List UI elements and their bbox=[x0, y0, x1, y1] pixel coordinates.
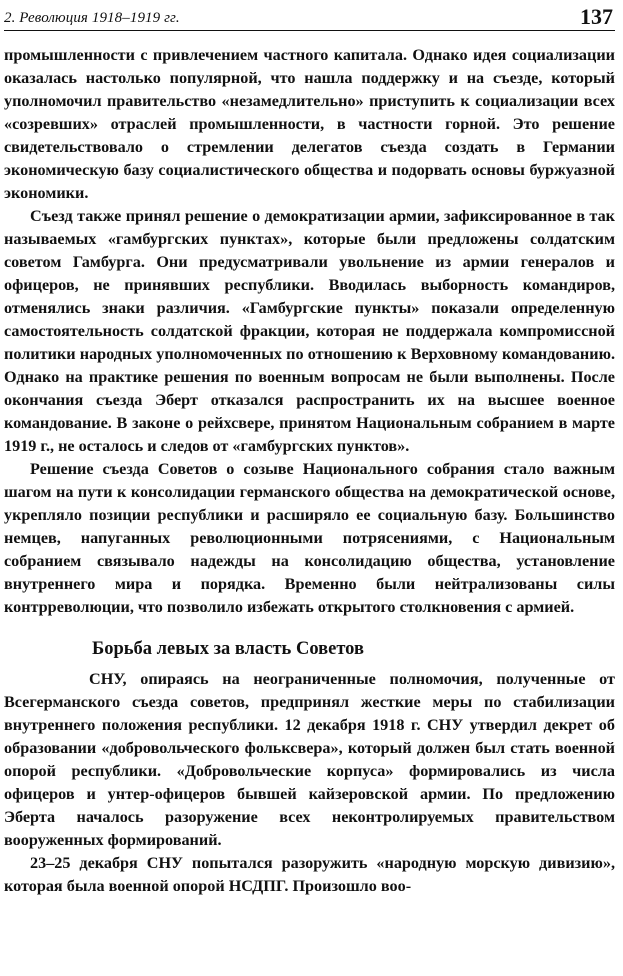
section-heading: Борьба левых за власть Советов bbox=[92, 639, 364, 659]
running-head bbox=[4, 4, 615, 31]
paragraph: 23–25 декабря СНУ попытался разоружить «народную морскую дивизию», которая была военной опорой НСДПГ. Произошло воо- bbox=[4, 854, 615, 895]
body-text bbox=[4, 44, 615, 898]
running-title: 2. Революция 1918–1919 гг. bbox=[4, 10, 180, 26]
paragraph: СНУ, опираясь на неограниченные полномочия, полученные от Всегерманского съезда советов, предпринял жесткие меры по стабилизации внутреннего положения республики. 12 декабря 1918 г. СНУ утвердил декрет об образовании «добровольческого фольксвера», который должен был стать военной опорой республики. «Добровольческие корпуса» формировались из числа офицеров и унтер-офицеров бывшей кайзеровской армии. По предложению Эберта началось разоружение всех неконтролируемых правительством вооруженных формирований. bbox=[4, 670, 615, 849]
page-number: 137 bbox=[580, 4, 613, 29]
paragraph: Съезд также принял решение о демократизации армии, зафиксированное в так называемых «гамбургских пунктах», которые были предложены солдатским советом Гамбурга. Они предусматривали увольнение из армии генералов и офицеров, не принявших республики. Вводилась выборность командиров, отменялись знаки различия. «Гамбургские пункты» показали определенную самостоятельность солдатской фракции, которая не поддержала компромиссной политики народных уполномоченных по отношению к Верховному командованию. Однако на практике решения по военным вопросам не были выполнены. После окончания съезда Эберт отказался распространить их на высшее военное командование. В законе о рейхсвере, принятом Национальным собранием в марте 1919 г., не осталось и следов от «гамбургских пунктов». bbox=[4, 207, 615, 455]
paragraph: промышленности с привлечением частного капитала. Однако идея социализации оказалась настолько популярной, что нашла поддержку и на съезде, который уполномочил правительство «незамедлительно» приступить к социализации всех «созревших» отраслей промышленности, в частности горной. Это решение свидетельствовало о стремлении делегатов съезда создать в Германии экономическую базу социалистического общества и подорвать основы буржуазной экономики. bbox=[4, 46, 615, 202]
paragraph: Решение съезда Советов о созыве Национального собрания стало важным шагом на пути к консолидации германского общества на демократической основе, укрепляло позиции республики и расширяло ее социальную базу. Большинство немцев, напуганных революционными потрясениями, с Национальным собранием связывало надежды на консолидацию общества, установление внутреннего мира и порядка. Временно были нейтрализованы силы контрреволюции, что позволило избежать открытого столкновения с армией. bbox=[4, 460, 615, 616]
